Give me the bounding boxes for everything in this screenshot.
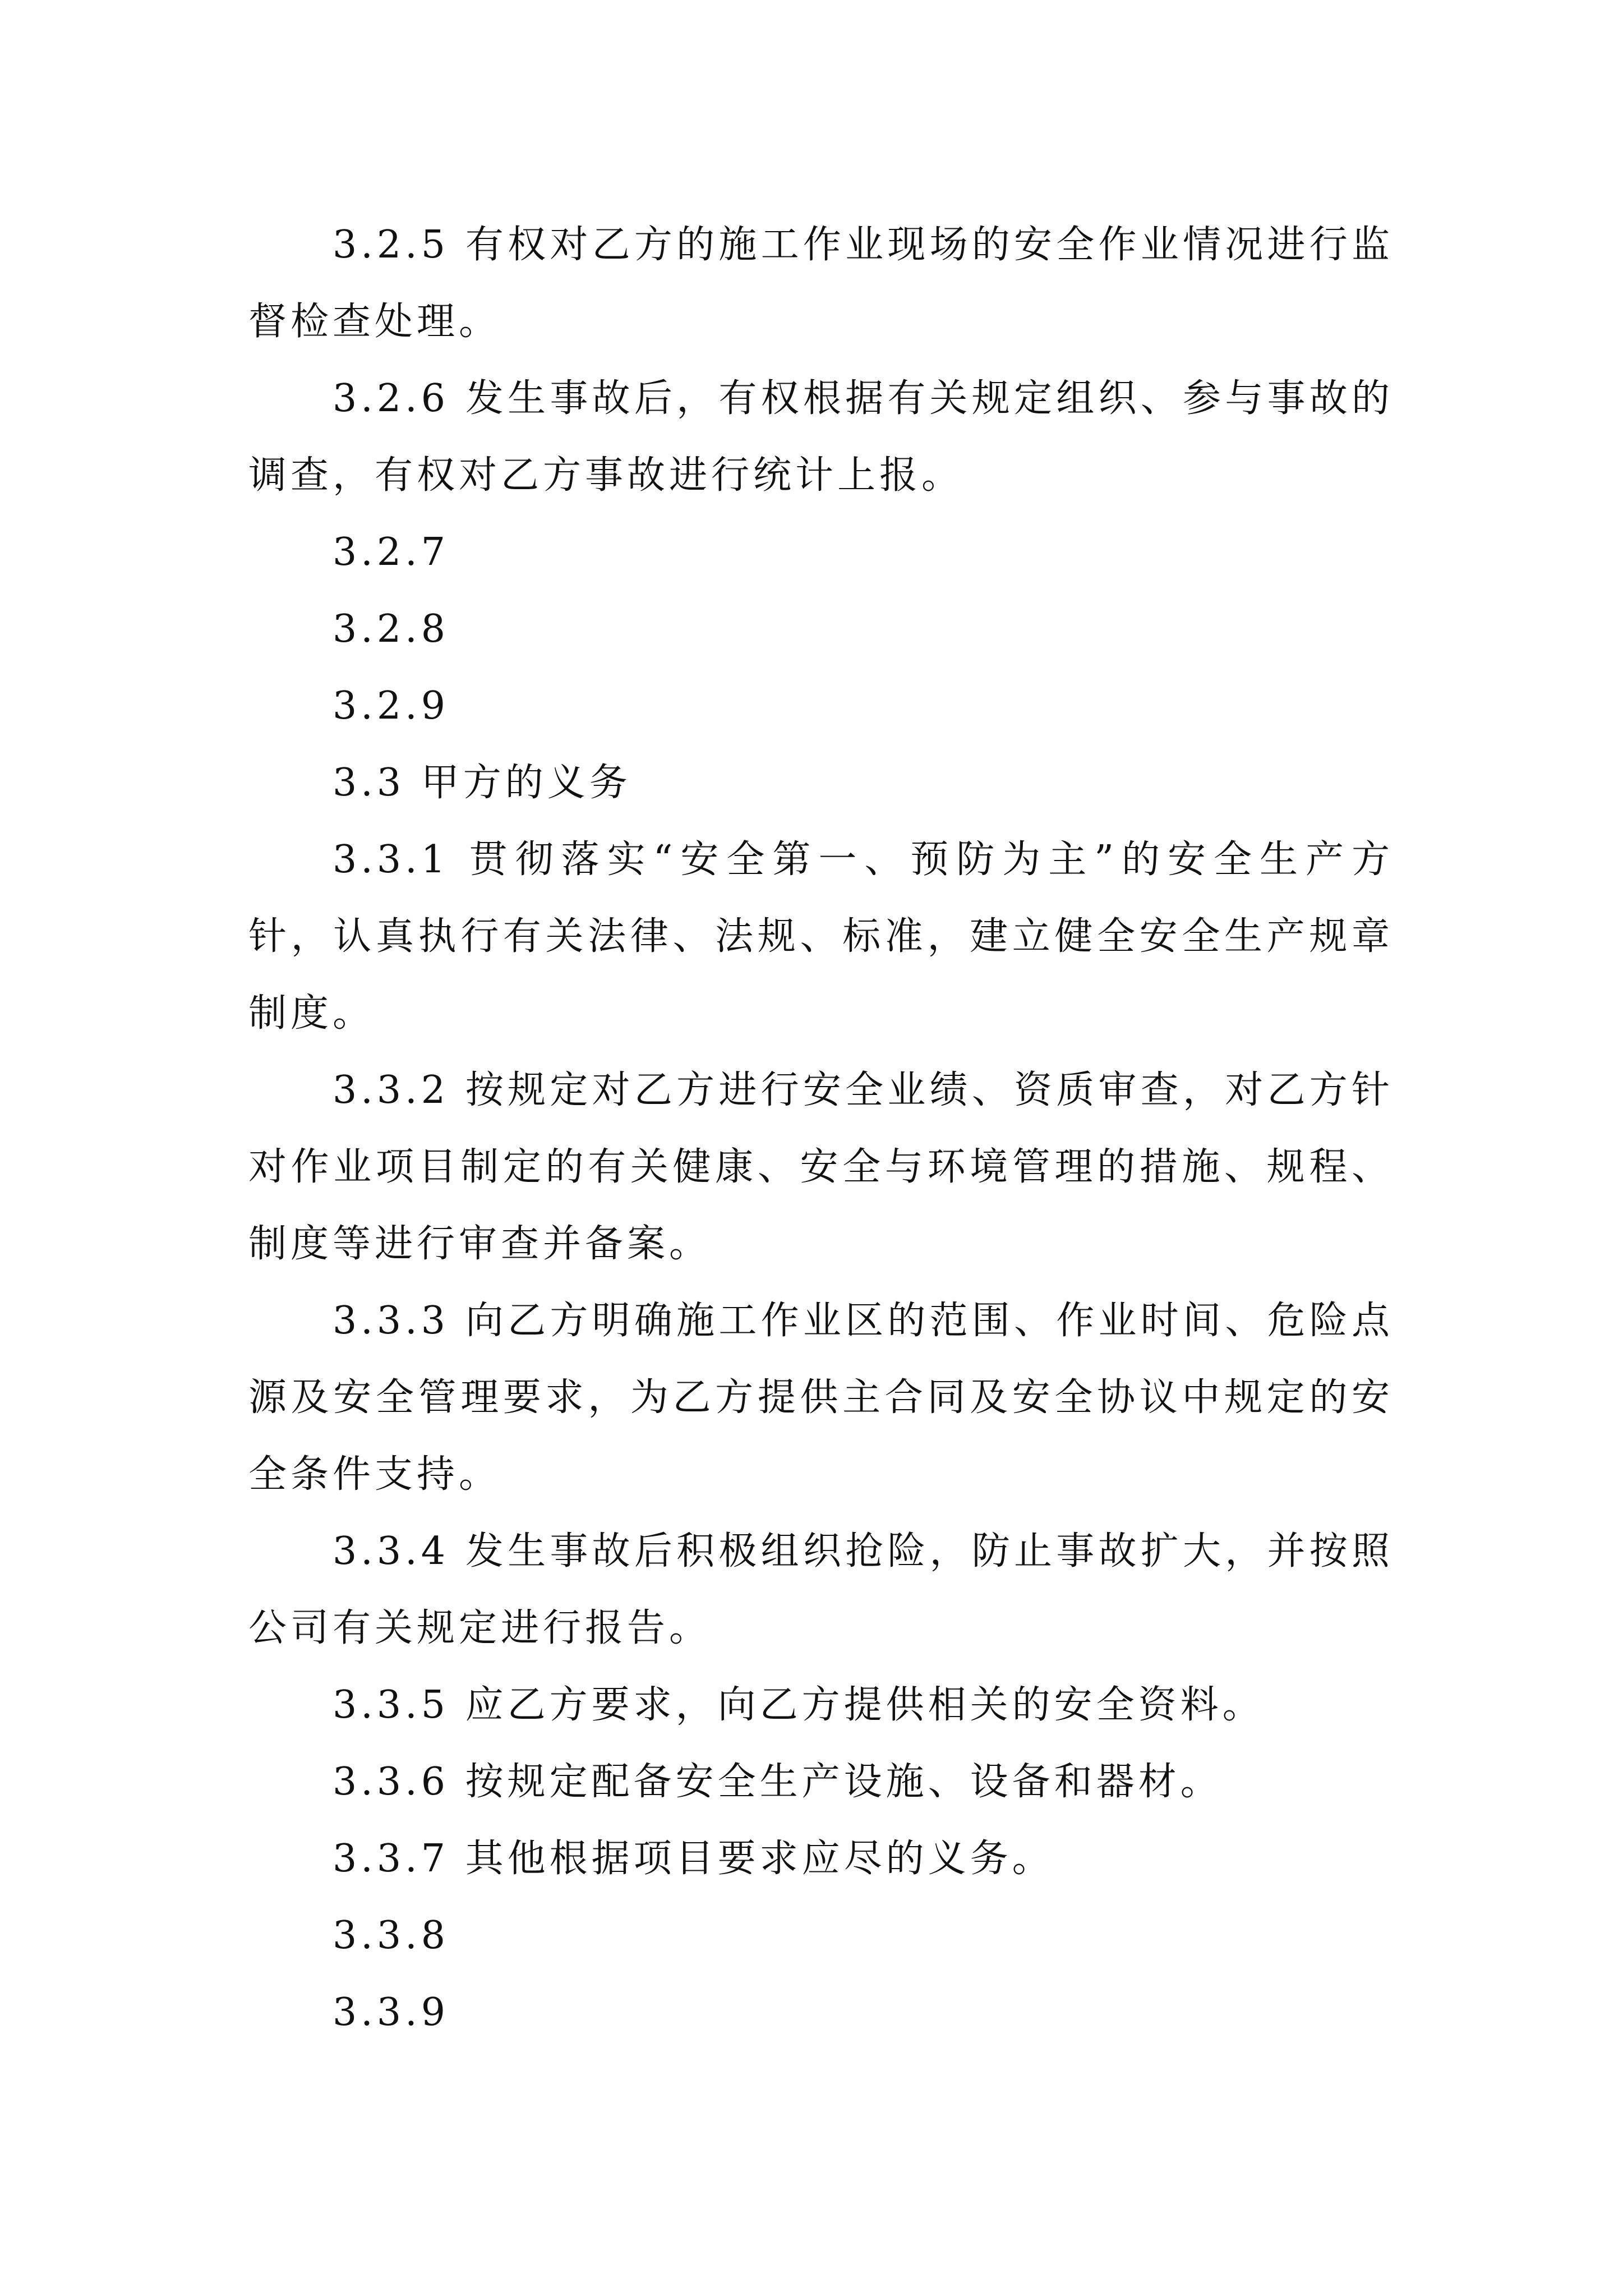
paragraph-3-3-9: 3.3.9 <box>333 1990 450 2035</box>
paragraph-3-3-8: 3.3.8 <box>333 1913 450 1958</box>
paragraph-3-3-7: 3.3.7 其他根据项目要求应尽的义务。 <box>333 1837 1054 1881</box>
paragraph-3-3-6: 3.3.6 按规定配备安全生产设施、设备和器材。 <box>333 1760 1223 1804</box>
paragraph-3-2-8: 3.2.8 <box>333 607 450 651</box>
paragraph-3-2-6: 3.2.6 发生事故后，有权根据有关规定组织、参与事故的调查，有权对乙方事故进行统计上报。 <box>248 376 1394 498</box>
paragraph-3-3-5: 3.3.5 应乙方要求，向乙方提供相关的安全资料。 <box>333 1683 1265 1727</box>
paragraph-3-2-7: 3.2.7 <box>333 530 450 574</box>
paragraph-3-3-4: 3.3.4 发生事故后积极组织抢险，防止事故扩大，并按照公司有关规定进行报告。 <box>248 1529 1394 1650</box>
paragraph-3-2-5: 3.2.5 有权对乙方的施工作业现场的安全作业情况进行监督检查处理。 <box>248 223 1394 344</box>
paragraph-3-3-1: 3.3.1 贯彻落实“安全第一、预防为主”的安全生产方针，认真执行有关法律、法规、标准，建立健全安全生产规章制度。 <box>248 838 1394 1036</box>
paragraph-3-3-2: 3.3.2 按规定对乙方进行安全业绩、资质审查，对乙方针对作业项目制定的有关健康、安全与环境管理的措施、规程、制度等进行审查并备案。 <box>248 1068 1394 1266</box>
section-heading-3-3: 3.3 甲方的义务 <box>333 761 631 805</box>
paragraph-3-3-3: 3.3.3 向乙方明确施工作业区的范围、作业时间、危险点源及安全管理要求，为乙方提供主合同及安全协议中规定的安全条件支持。 <box>248 1299 1394 1497</box>
paragraph-3-2-9: 3.2.9 <box>333 684 450 728</box>
document-body <box>248 206 1394 2051</box>
